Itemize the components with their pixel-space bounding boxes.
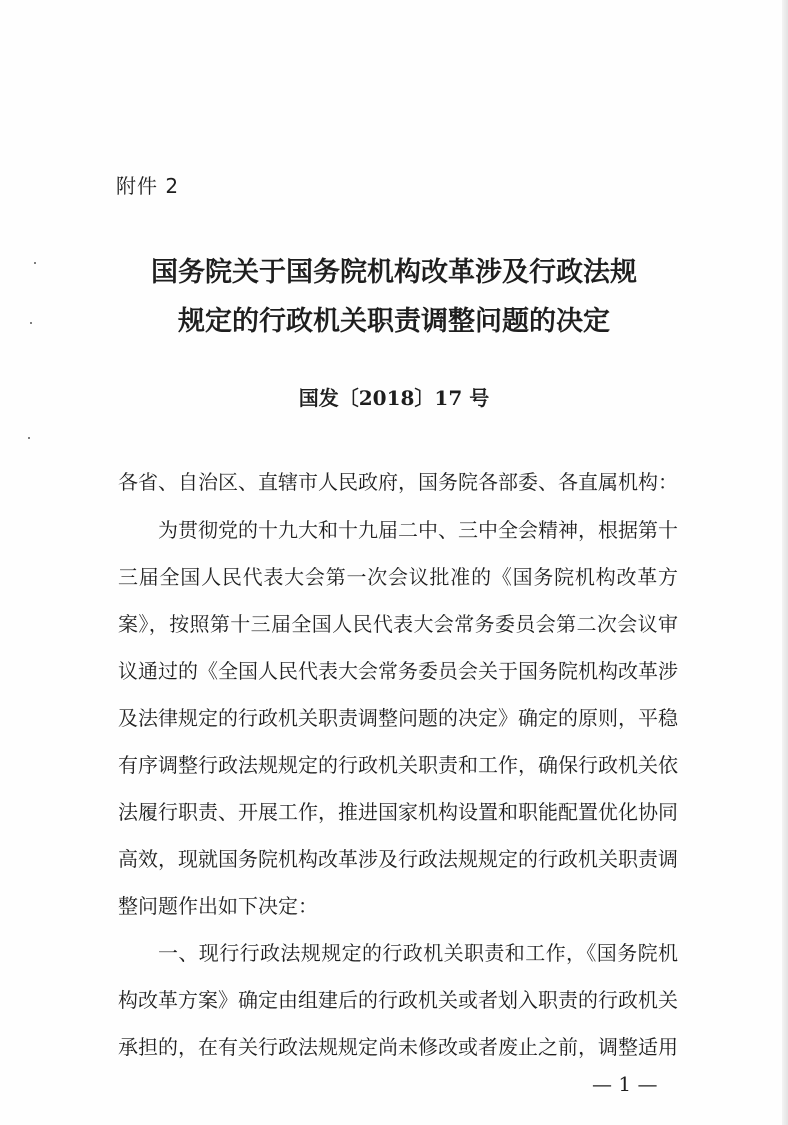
document-title-line-1: 国务院关于国务院机构改革涉及行政法规 [151, 257, 637, 288]
paragraph-1-line: 案》，按照第十三届全国人民代表大会常务委员会第二次会议审 [118, 612, 678, 636]
paragraph-1-line: 有序调整行政法规规定的行政机关职责和工作，确保行政机关依 [118, 753, 678, 777]
paragraph-1-line: 整问题作出如下决定： [118, 894, 318, 918]
paragraph-1-line: 及法律规定的行政机关职责调整问题的决定》确定的原则，平稳 [118, 706, 678, 730]
scan-speck [28, 437, 30, 439]
paragraph-2-line: 承担的，在有关行政法规规定尚未修改或者废止之前，调整适用 [118, 1035, 678, 1059]
page-number: — 1 — [592, 1072, 658, 1096]
paragraph-2-line: 构改革方案》确定由组建后的行政机关或者划入职责的行政机关 [118, 988, 678, 1012]
paragraph-1-line: 议通过的《全国人民代表大会常务委员会关于国务院机构改革涉 [118, 659, 678, 683]
paragraph-1-line: 为贯彻党的十九大和十九届二中、三中全会精神，根据第十 [158, 518, 678, 542]
scan-edge-shadow [782, 0, 788, 1125]
attachment-label: 附件 2 [116, 174, 180, 198]
paragraph-2-line: 一、现行行政法规规定的行政机关职责和工作，《国务院机 [158, 941, 678, 965]
addressee: 各省、自治区、直辖市人民政府，国务院各部委、各直属机构： [118, 470, 678, 494]
scan-speck [34, 262, 36, 264]
document-title-line-2: 规定的行政机关职责调整问题的决定 [178, 306, 610, 337]
paragraph-1-line: 法履行职责、开展工作，推进国家机构设置和职能配置优化协同 [118, 800, 678, 824]
paragraph-1-line: 高效，现就国务院机构改革涉及行政法规规定的行政机关职责调 [118, 847, 678, 871]
scan-speck [30, 322, 32, 324]
paragraph-1-line: 三届全国人民代表大会第一次会议批准的《国务院机构改革方 [118, 565, 678, 589]
document-number: 国发〔2018〕17 号 [298, 386, 490, 410]
